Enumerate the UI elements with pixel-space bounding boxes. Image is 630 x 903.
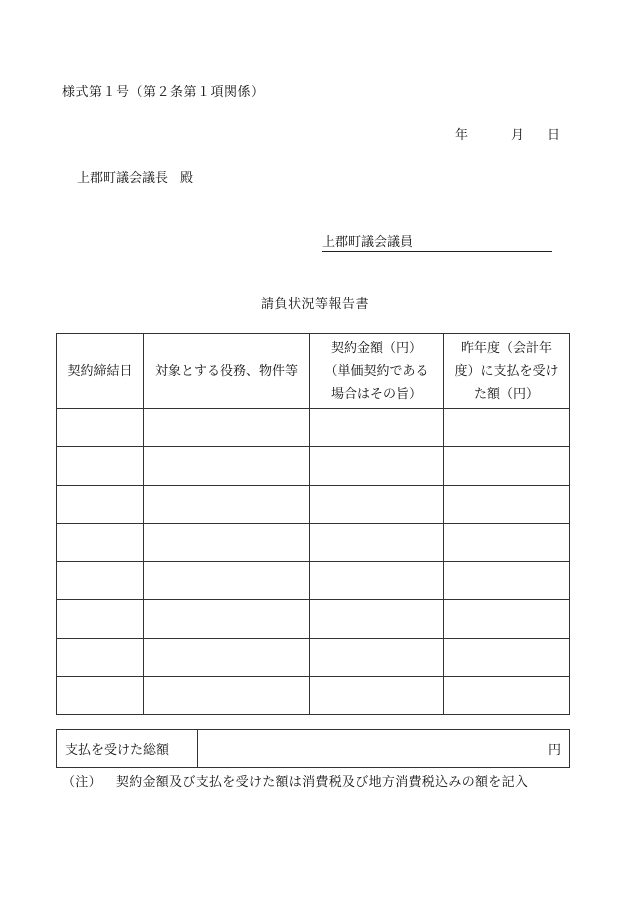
cell-contract-amount[interactable] (310, 447, 444, 485)
cell-amount-received[interactable] (444, 485, 570, 523)
cell-amount-received[interactable] (444, 523, 570, 561)
footnote-text: 契約金額及び支払を受けた額は消費税及び地方消費税込みの額を記入 (115, 775, 529, 790)
submitter-signature-line: 上郡町議会議員 (322, 231, 552, 252)
cell-contract-amount[interactable] (310, 562, 444, 600)
cell-contract-date[interactable] (57, 600, 144, 638)
header-line: 場合はその旨） (330, 386, 422, 402)
cell-contract-amount[interactable] (310, 677, 444, 715)
document-title: 請負状況等報告書 (260, 297, 369, 312)
total-row (57, 730, 570, 768)
cell-contract-amount[interactable] (310, 409, 444, 447)
footnote (62, 771, 528, 790)
cell-amount-received[interactable] (444, 447, 570, 485)
table-row (57, 447, 570, 485)
cell-contract-date[interactable] (57, 409, 144, 447)
header-line: 契約金額（円） (330, 340, 422, 356)
total-label: 支払を受けた総額 (57, 730, 198, 768)
header-subject (144, 334, 310, 409)
form-number: 様式第１号（第２条第１項関係） (62, 85, 265, 100)
date-year-label: 年 (455, 128, 469, 143)
table-row (57, 409, 570, 447)
header-line: 契約締結日 (67, 363, 133, 379)
header-line: 対象とする役務、物件等 (154, 363, 298, 379)
header-contract-amount (310, 334, 444, 409)
cell-contract-date[interactable] (57, 523, 144, 561)
cell-contract-amount[interactable] (310, 638, 444, 676)
total-amount-field[interactable] (198, 730, 570, 768)
total-table (56, 729, 570, 768)
date-day-label: 日 (547, 128, 561, 143)
table-row (57, 523, 570, 561)
addressee-honorific: 殿 (180, 171, 194, 186)
cell-contract-amount[interactable] (310, 523, 444, 561)
cell-contract-date[interactable] (57, 677, 144, 715)
cell-contract-date[interactable] (57, 638, 144, 676)
total-unit: 円 (547, 743, 561, 758)
header-amount-received (444, 334, 570, 409)
table-row (57, 485, 570, 523)
header-line: 度）に支払を受け (454, 363, 559, 379)
cell-subject[interactable] (144, 409, 310, 447)
cell-amount-received[interactable] (444, 677, 570, 715)
table-body (57, 409, 570, 715)
date-line (455, 124, 560, 143)
cell-amount-received[interactable] (444, 638, 570, 676)
cell-contract-date[interactable] (57, 485, 144, 523)
header-line: 昨年度（会計年 (460, 340, 552, 356)
cell-contract-date[interactable] (57, 447, 144, 485)
cell-contract-amount[interactable] (310, 600, 444, 638)
table-row (57, 562, 570, 600)
footnote-prefix: （注） (62, 775, 102, 790)
cell-subject[interactable] (144, 600, 310, 638)
cell-subject[interactable] (144, 677, 310, 715)
cell-subject[interactable] (144, 562, 310, 600)
cell-amount-received[interactable] (444, 409, 570, 447)
table-row (57, 677, 570, 715)
date-month-label: 月 (511, 128, 525, 143)
cell-amount-received[interactable] (444, 562, 570, 600)
header-line: （単価契約である (324, 363, 429, 379)
table-row (57, 638, 570, 676)
cell-amount-received[interactable] (444, 600, 570, 638)
table-header-row (57, 334, 570, 409)
header-contract-date (57, 334, 144, 409)
cell-subject[interactable] (144, 447, 310, 485)
header-line: た額（円） (473, 386, 539, 402)
cell-contract-date[interactable] (57, 562, 144, 600)
cell-contract-amount[interactable] (310, 485, 444, 523)
report-table (56, 333, 570, 715)
cell-subject[interactable] (144, 638, 310, 676)
cell-subject[interactable] (144, 485, 310, 523)
addressee-name: 上郡町議会議長 (77, 171, 169, 186)
table-row (57, 600, 570, 638)
addressee (77, 167, 193, 186)
cell-subject[interactable] (144, 523, 310, 561)
